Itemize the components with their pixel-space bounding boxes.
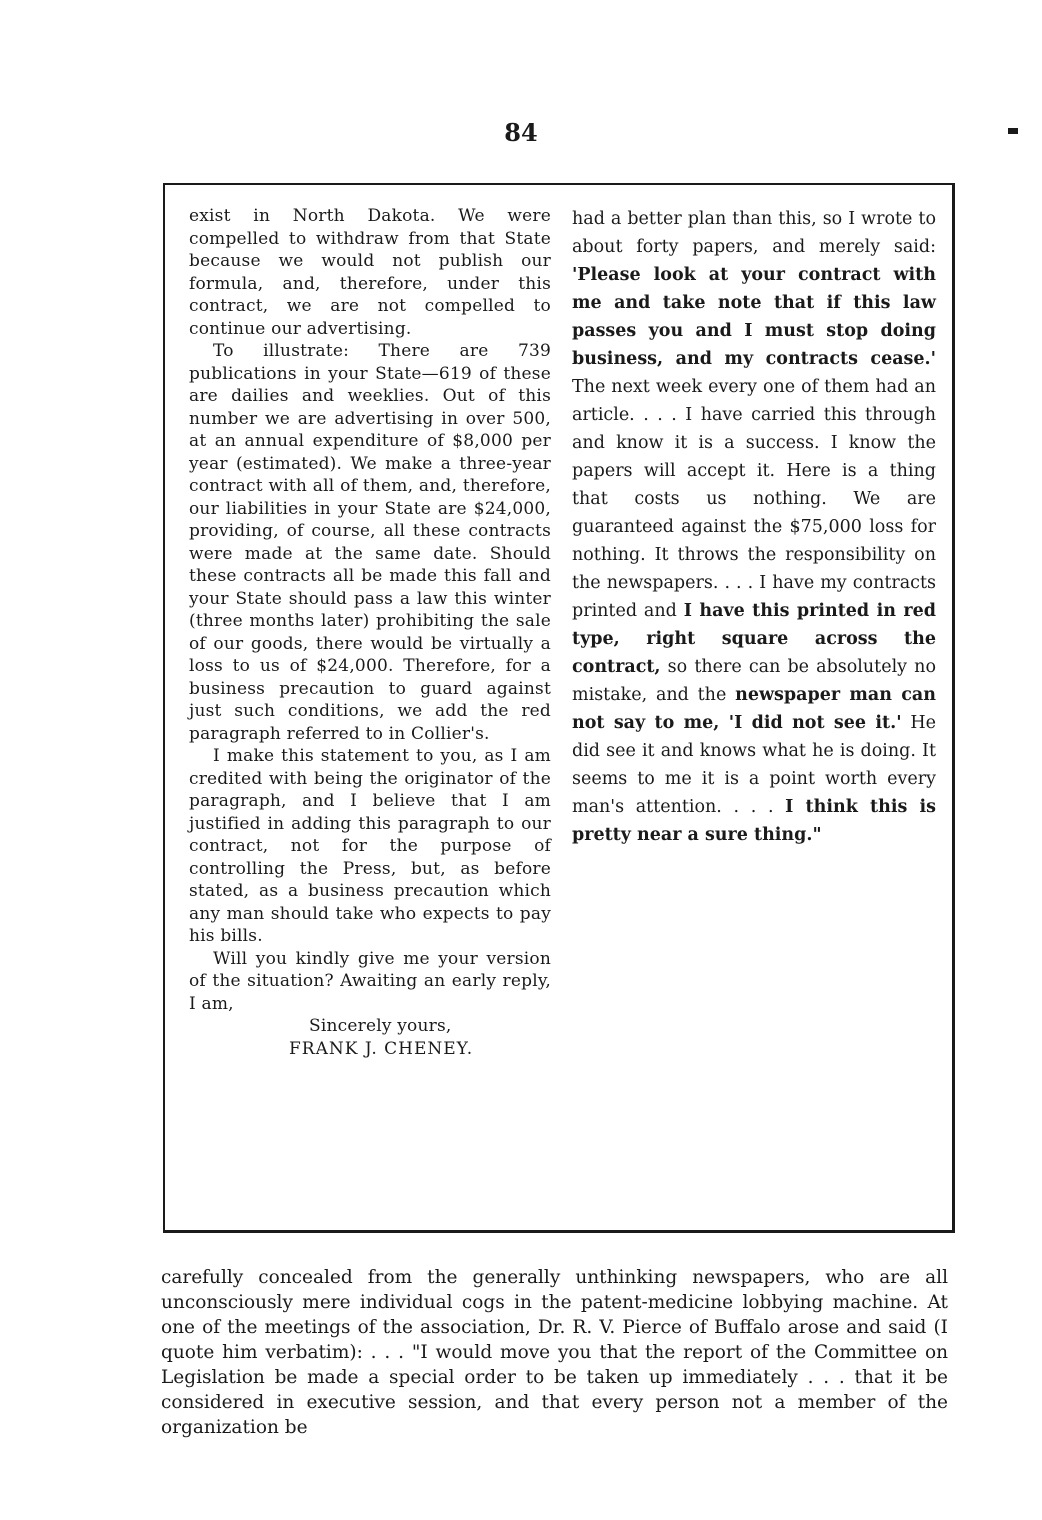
quote-bold-text: I think this is pretty near a sure thing." [572,797,936,845]
letter-right-column [572,205,936,849]
letter-signature: FRANK J. CHENEY. [289,1038,474,1059]
letter-paragraph: Will you kindly give me your version of the situation? Awaiting an early reply, I am, [189,948,551,1014]
quote-text: The next week every one of them had an article. . . . I have carried this through and know it is a success. I know the papers will accept it. Here is a thing that costs us nothing. We are guaranteed against the $75,000 loss for nothing. It throws the responsibility on the newspapers. . . . I have my contracts printed and [572,377,936,621]
body-text [161,1265,948,1440]
quote-bold-text: newspaper man can not say to me, 'I did not see it.' [572,685,936,733]
letter-closing: Sincerely yours, [309,1016,452,1036]
letter-left-column [189,205,551,1060]
quote-text: had a better plan than this, so I wrote to about forty papers, and merely said: [572,209,936,257]
quote-text: so there can be absolutely no mistake, and the [572,657,936,705]
quote-text: He did see it and knows what he is doing. It seems to me it is a point worth every man's attention. . . . [572,713,936,817]
quote-bold-text: I have this printed in red type, right square across the contract, [572,601,936,677]
margin-mark [1008,128,1018,134]
quote-paragraph [572,205,936,849]
quote-bold-text: 'Please look at your contract with me and take note that if this law passes you and I must stop doing business, and my contracts cease.' [572,265,936,369]
letter-paragraph: I make this statement to you, as I am credited with being the originator of the paragraph, and I believe that I am justified in adding this paragraph to our contract, not for the purpose of controlling the Press, but, as before stated, as a business precaution which any man should take who expects to pay his bills. [189,746,551,946]
body-paragraph: carefully concealed from the generally unthinking newspapers, who are all unconsciously mere individual cogs in the patent-medicine lobbying machine. At one of the meetings of the association, Dr. R. V. Pierce of Buffalo arose and said (I quote him verbatim): . . . "I would move you that the report of the Committee on Legislation be made a special order to be taken up immediately . . . that it be considered in executive session, and that every person not a member of the organization be [161,1267,948,1438]
letter-paragraph: exist in North Dakota. We were compelled to withdraw from that State because we would not publish our formula, and, therefore, under this contract, we are not compelled to continue our advertising. [189,206,551,339]
page-number: 84 [504,118,538,147]
letter-paragraph: To illustrate: There are 739 publications in your State—619 of these are dailies and weeklies. Out of this number we are advertising in over 500, at an annual expenditure of $8,000 per year (estimated). We make a three-year contract with all of them, and, therefore, our liabilities in your State are $24,000, providing, of course, all these contracts were made at the same date. Should these contracts all be made this fall and your State should pass a law this winter (three months later) prohibiting the sale of our goods, there would be virtually a loss to us of $24,000. Therefore, for a business precaution to guard against just such conditions, we add the red paragraph referred to in Collier's. [189,341,551,744]
